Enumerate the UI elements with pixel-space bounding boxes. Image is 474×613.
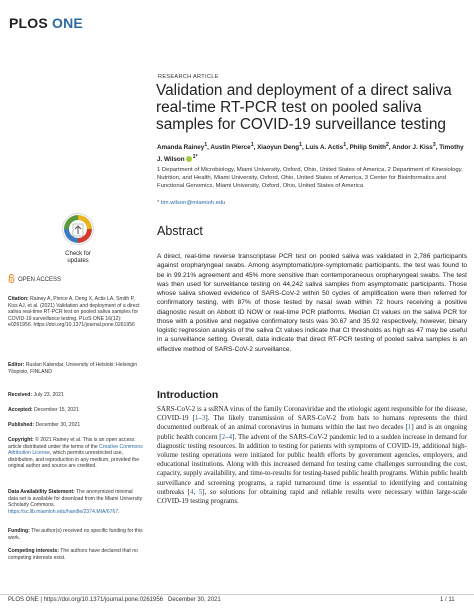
intro-text: ] and is an ongoing public health concern [	[157, 423, 467, 441]
intro-text: ,	[193, 487, 199, 496]
affil-mark: 1	[204, 142, 208, 148]
received-value: July 23, 2021	[32, 392, 64, 398]
competing-text: The authors have declared that no competing interests exist.	[8, 548, 138, 561]
reference-link[interactable]: 1	[194, 414, 199, 423]
reference-link[interactable]: 4	[228, 432, 233, 441]
article-type: RESEARCH ARTICLE	[158, 74, 219, 80]
affil-mark: 1	[250, 142, 254, 148]
citation-text: Rainey A, Pierce A, Deng X, Actis LA, Smith P, Kiss AJ, et al. (2021) Validation and deployment of a direct saliva real-time RT-PCR test on pooled saliva samples for COVID-19 surveillance testing. PLoS ONE 16(12): e0261956. https://doi.org/10.1371/journal.pone.0261956	[8, 296, 140, 328]
author-name[interactable]: , Andor J. Kiss	[388, 144, 433, 152]
data-availability-link[interactable]: https://sc.lib.miamioh.edu/handle/2374.MIA/6767	[8, 508, 119, 515]
corresponding-email[interactable]: * tim.wilson@miamioh.edu	[157, 200, 226, 206]
published-value: December 30, 2021	[34, 422, 81, 428]
citation-label: Citation:	[8, 296, 29, 302]
reference-link[interactable]: 1	[407, 423, 412, 432]
reference-link[interactable]: 5	[198, 487, 203, 496]
data-availability-text: The anonymized minimal data set is available for download from the Miami University Scholarly Commons.	[8, 489, 143, 508]
updates-line-1: Check for	[65, 251, 91, 257]
footer-divider	[0, 594, 474, 595]
reference-link[interactable]: 2	[221, 432, 226, 441]
affil-mark: 3	[432, 142, 436, 148]
copyright-block	[8, 437, 143, 470]
editor-block	[8, 362, 143, 375]
published-label: Published:	[8, 422, 35, 428]
author-name[interactable]: , Timothy J. Wilson	[157, 144, 464, 163]
orcid-icon[interactable]	[186, 156, 192, 162]
funding-block	[8, 528, 143, 541]
affil-mark: 2	[386, 142, 389, 148]
competing-interests-block	[8, 548, 143, 561]
competing-label: Competing interests:	[8, 548, 59, 554]
article-title: Validation and deployment of a direct saliva real-time RT-PCR test on pooled saliva samples for COVID-19 surveillance testing	[156, 82, 452, 133]
intro-text: –	[198, 414, 202, 423]
open-access-label	[8, 274, 61, 283]
abstract-body: A direct, real-time reverse transcriptase PCR test on pooled saliva was validated in 2,786 participants against oropharyngeal swabs. Among asymptomatic/pre-symptomatic participants, the test was found to be in 99.21% agreement and 45% more sensitive than contemporaneous oropharyngeal swabs. The test was then used for surveillance testing on 44,242 saliva samples from asymptomatic participants. Those whose saliva showed evidence of SARS-CoV-2 within 50 cycles of amplification were then referred for confirmatory testing, with 87% of those tested by nasal swab within 72 hours receiving a positive diagnostic result on Abbott ID NOW or real-time PCR platforms. Median Ct values on the saliva PCR for those with a positive and negative confirmatory tests was 30.67 and 35.92 respectively, however, binary logistic regression analysis of the saliva Ct values indicate that Ct thresholds as high as 47 may be useful in a surveillance setting. Overall, data indicate that direct RT-PCR testing of pooled saliva samples is an effective method of SARS-CoV-2 surveillance.	[157, 253, 467, 353]
data-availability-label: Data Availability Statement:	[8, 489, 75, 495]
logo-plos: PLOS	[9, 15, 48, 31]
data-availability-end: .	[118, 508, 120, 515]
received-label: Received:	[8, 392, 33, 398]
check-for-updates-badge[interactable]	[61, 212, 95, 264]
affil-mark: 1	[343, 142, 347, 148]
open-lock-icon	[8, 274, 15, 283]
footer-citation: PLOS ONE | https://doi.org/10.1371/journal.pone.0261956 December 30, 2021	[8, 597, 221, 603]
journal-logo	[9, 15, 83, 31]
intro-text: –	[225, 432, 229, 441]
editor-label: Editor:	[8, 362, 25, 368]
author-list	[157, 141, 469, 164]
author-name[interactable]: , Xiaoyun Deng	[253, 144, 300, 152]
license-link[interactable]: Creative Commons Attribution License	[8, 443, 143, 456]
funding-text: The author(s) received no specific funding for this work.	[8, 528, 143, 541]
editor-text: Ruslan Kalendar, University of Helsinki: Helsingin Yliopisto, FINLAND	[8, 362, 138, 375]
abstract-heading: Abstract	[157, 224, 203, 238]
author-name[interactable]: Amanda Rainey	[157, 144, 205, 152]
author-name[interactable]: , Luis A. Actis	[302, 144, 344, 152]
intro-text: ]. The advent of the SARS-CoV-2 pandemic led to a sudden increase in demand for diagnostic testing resources. In addition to testing for patients with symptoms of COVID-19, additional high-volume testing operations were initiated for public health efforts by government agencies, employers, and educational institutions. Along with this increased demand for testing came challenges surrounding the cost, capacity, supply availability, and time-to-results for testing-based public health programs. Within public health surveillance and screening programs, a rapid turnaround time is essential to identifying and containing outbreaks [	[157, 432, 467, 496]
copyright-text: © 2021 Rainey et al. This is an open access article distributed under the terms of the	[8, 437, 135, 450]
accepted-value: December 15, 2021	[32, 407, 79, 413]
accepted-label: Accepted:	[8, 407, 33, 413]
introduction-heading: Introduction	[157, 389, 219, 401]
intro-text: ]. The likely transmission of SARS-CoV-2 from bats to humans represents the third documented outbreak of an animal coronavirus in humans within the last two decades [	[157, 414, 467, 432]
copyright-label: Copyright:	[8, 437, 34, 443]
updates-line-2: updates	[67, 257, 89, 264]
reference-link[interactable]: 3	[201, 414, 206, 423]
check-for-updates-icon	[61, 212, 95, 250]
funding-label: Funding:	[8, 528, 30, 534]
received-date	[8, 392, 143, 399]
copyright-text-end: , which permits unrestricted use, distribution, and reproduction in any medium, provided the original author and source are credited.	[8, 450, 140, 469]
affiliations: 1 Department of Microbiology, Miami University, Oxford, Ohio, United States of America, 2 Department of Kinesiology, Nutrition, and Health, Miami University, Oxford, Ohio, United States of America, 3 Center for Bioinformatics and Functional Genomics, Miami University, Oxford, Ohio, United States of America	[157, 167, 463, 189]
author-name[interactable]: , Austin Pierce	[207, 144, 251, 152]
affil-mark: 1*	[192, 153, 198, 160]
introduction-body	[157, 405, 467, 506]
affil-mark: 1	[299, 142, 303, 148]
author-name[interactable]: , Philip Smith	[346, 144, 386, 152]
data-availability-block	[8, 489, 143, 515]
page-number: 1 / 11	[440, 597, 455, 603]
open-access-text: OPEN ACCESS	[18, 277, 62, 283]
intro-text: ], so solutions for obtaining rapid and reliable results were necessary within large-scale COVID-19 testing programs.	[157, 487, 468, 506]
check-for-updates-label	[61, 251, 95, 264]
intro-text: SARS-CoV-2 is a ssRNA virus of the family Coronaviridae and the etiologic agent responsible for the disease, COVID-19 [	[157, 405, 467, 423]
citation-block	[8, 296, 143, 329]
accepted-date	[8, 407, 143, 414]
reference-link[interactable]: 4	[190, 487, 194, 496]
logo-one: ONE	[52, 15, 83, 31]
published-date	[8, 422, 143, 429]
